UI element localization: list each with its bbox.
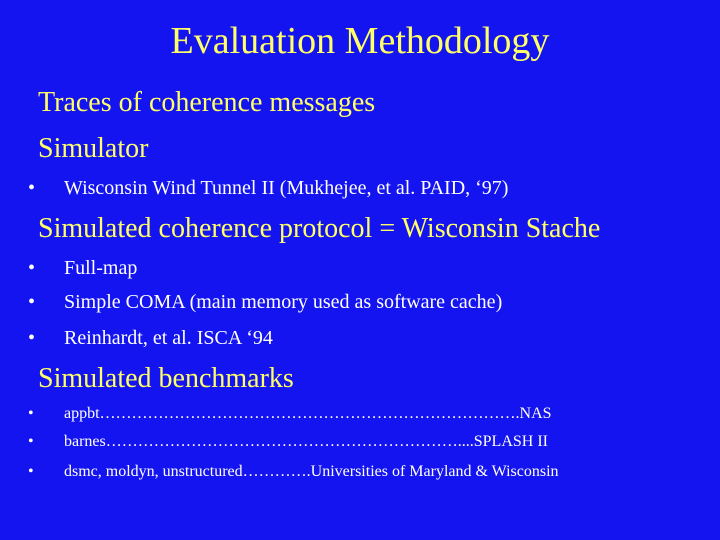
heading-traces: Traces of coherence messages [38,87,376,118]
benchmark-item: barnes…………………………………………………………....SPLASH II [64,433,548,450]
bullet-icon: • [28,327,36,349]
bullet-icon: • [28,405,34,422]
heading-simulator: Simulator [38,133,149,164]
bullet-icon: • [28,177,36,199]
simulator-item: Wisconsin Wind Tunnel II (Mukhejee, et al. PAID, ‘97) [64,177,509,199]
benchmark-item: appbt…………………………………………………………………….NAS [64,405,552,422]
bullet-icon: • [28,463,34,480]
heading-protocol: Simulated coherence protocol = Wisconsin Stache [38,213,601,244]
protocol-item: Full-map [64,257,138,279]
slide-title: Evaluation Methodology [170,20,550,62]
bullet-icon: • [28,257,36,279]
benchmark-item: dsmc, moldyn, unstructured………….Universities of Maryland & Wisconsin [64,463,559,480]
bullet-icon: • [28,433,34,450]
bullet-icon: • [28,291,36,313]
protocol-item: Reinhardt, et al. ISCA ‘94 [64,327,273,349]
protocol-item: Simple COMA (main memory used as software cache) [64,291,503,313]
heading-benchmarks: Simulated benchmarks [38,363,294,394]
